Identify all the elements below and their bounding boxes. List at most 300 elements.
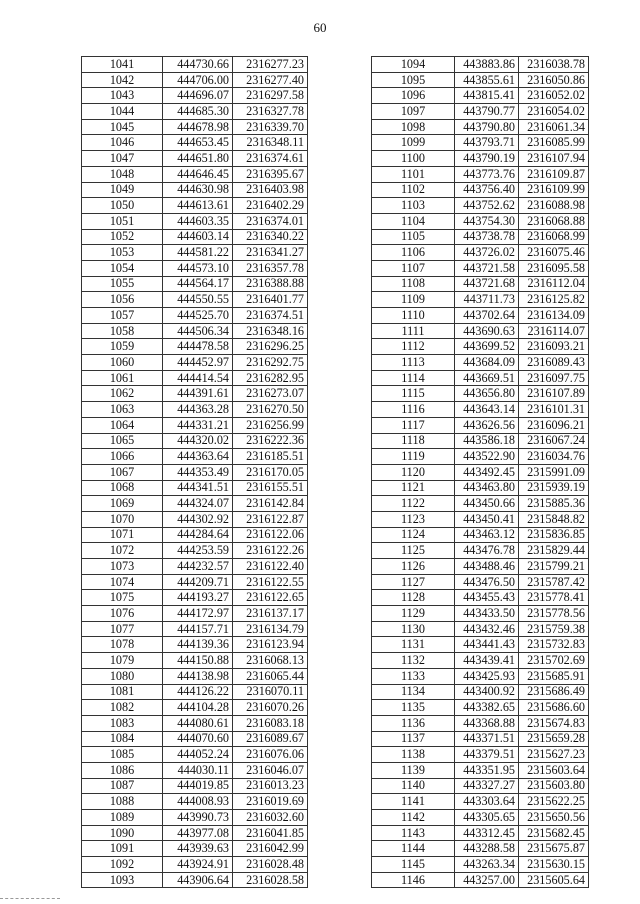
x-coordinate-cell: 443790.77 — [455, 104, 519, 120]
x-coordinate-cell: 444525.70 — [163, 308, 233, 324]
table-row — [82, 449, 308, 465]
x-coordinate-cell: 444581.22 — [163, 245, 233, 261]
point-number-cell: 1117 — [372, 417, 455, 433]
x-coordinate-cell: 443492.45 — [455, 464, 519, 480]
table-row — [82, 417, 308, 433]
point-number-cell: 1052 — [82, 229, 163, 245]
point-number-cell: 1087 — [82, 778, 163, 794]
table-row — [82, 637, 308, 653]
table-row — [82, 668, 308, 684]
point-number-cell: 1101 — [372, 166, 455, 182]
coordinates-table-right — [371, 56, 589, 888]
table-row — [82, 119, 308, 135]
x-coordinate-cell: 443305.65 — [455, 810, 519, 826]
table-row — [372, 527, 589, 543]
y-coordinate-cell: 2316122.06 — [233, 527, 308, 543]
y-coordinate-cell: 2316075.46 — [519, 245, 589, 261]
table-row — [372, 762, 589, 778]
x-coordinate-cell: 444506.34 — [163, 323, 233, 339]
point-number-cell: 1078 — [82, 637, 163, 653]
x-coordinate-cell: 443450.66 — [455, 496, 519, 512]
y-coordinate-cell: 2315603.80 — [519, 778, 589, 794]
y-coordinate-cell: 2316088.98 — [519, 198, 589, 214]
x-coordinate-cell: 444324.07 — [163, 496, 233, 512]
x-coordinate-cell: 444070.60 — [163, 731, 233, 747]
y-coordinate-cell: 2315829.44 — [519, 543, 589, 559]
point-number-cell: 1076 — [82, 606, 163, 622]
y-coordinate-cell: 2316297.58 — [233, 88, 308, 104]
x-coordinate-cell: 444209.71 — [163, 574, 233, 590]
y-coordinate-cell: 2315885.36 — [519, 496, 589, 512]
point-number-cell: 1125 — [372, 543, 455, 559]
table-row — [82, 166, 308, 182]
y-coordinate-cell: 2316114.07 — [519, 323, 589, 339]
point-number-cell: 1059 — [82, 339, 163, 355]
x-coordinate-cell: 443977.08 — [163, 825, 233, 841]
y-coordinate-cell: 2316067.24 — [519, 433, 589, 449]
point-number-cell: 1103 — [372, 198, 455, 214]
table-row — [372, 151, 589, 167]
table-row — [82, 355, 308, 371]
point-number-cell: 1079 — [82, 653, 163, 669]
table-row — [372, 668, 589, 684]
table-row — [372, 857, 589, 873]
y-coordinate-cell: 2315659.28 — [519, 731, 589, 747]
y-coordinate-cell: 2316134.09 — [519, 308, 589, 324]
table-row — [372, 119, 589, 135]
point-number-cell: 1143 — [372, 825, 455, 841]
table-row — [82, 104, 308, 120]
x-coordinate-cell: 444651.80 — [163, 151, 233, 167]
point-number-cell: 1110 — [372, 308, 455, 324]
table-row — [372, 480, 589, 496]
y-coordinate-cell: 2316374.61 — [233, 151, 308, 167]
y-coordinate-cell: 2316256.99 — [233, 417, 308, 433]
table-row — [82, 606, 308, 622]
y-coordinate-cell: 2316065.44 — [233, 668, 308, 684]
x-coordinate-cell: 443721.58 — [455, 260, 519, 276]
y-coordinate-cell: 2316061.34 — [519, 119, 589, 135]
y-coordinate-cell: 2316050.86 — [519, 72, 589, 88]
point-number-cell: 1121 — [372, 480, 455, 496]
coordinates-table-left — [81, 56, 308, 888]
table-row — [372, 276, 589, 292]
y-coordinate-cell: 2315778.56 — [519, 606, 589, 622]
x-coordinate-cell: 444193.27 — [163, 590, 233, 606]
point-number-cell: 1063 — [82, 402, 163, 418]
y-coordinate-cell: 2315650.56 — [519, 810, 589, 826]
x-coordinate-cell: 443441.43 — [455, 637, 519, 653]
y-coordinate-cell: 2316109.87 — [519, 166, 589, 182]
point-number-cell: 1104 — [372, 213, 455, 229]
table-row — [372, 135, 589, 151]
y-coordinate-cell: 2316054.02 — [519, 104, 589, 120]
table-row — [372, 747, 589, 763]
y-coordinate-cell: 2316028.58 — [233, 872, 308, 888]
table-row — [372, 872, 589, 888]
x-coordinate-cell: 444678.98 — [163, 119, 233, 135]
point-number-cell: 1077 — [82, 621, 163, 637]
x-coordinate-cell: 444603.14 — [163, 229, 233, 245]
point-number-cell: 1054 — [82, 260, 163, 276]
x-coordinate-cell: 443690.63 — [455, 323, 519, 339]
point-number-cell: 1116 — [372, 402, 455, 418]
table-row — [82, 794, 308, 810]
table-row — [372, 684, 589, 700]
y-coordinate-cell: 2316109.99 — [519, 182, 589, 198]
table-row — [372, 370, 589, 386]
point-number-cell: 1062 — [82, 386, 163, 402]
table-row — [372, 57, 589, 73]
table-row — [82, 543, 308, 559]
x-coordinate-cell: 443790.80 — [455, 119, 519, 135]
point-number-cell: 1095 — [372, 72, 455, 88]
x-coordinate-cell: 444653.45 — [163, 135, 233, 151]
table-row — [82, 857, 308, 873]
point-number-cell: 1102 — [372, 182, 455, 198]
point-number-cell: 1041 — [82, 57, 163, 73]
point-number-cell: 1124 — [372, 527, 455, 543]
x-coordinate-cell: 443790.19 — [455, 151, 519, 167]
point-number-cell: 1094 — [372, 57, 455, 73]
table-row — [82, 762, 308, 778]
point-number-cell: 1080 — [82, 668, 163, 684]
y-coordinate-cell: 2316401.77 — [233, 292, 308, 308]
table-row — [372, 559, 589, 575]
table-row — [82, 308, 308, 324]
y-coordinate-cell: 2315759.38 — [519, 621, 589, 637]
x-coordinate-cell: 443476.78 — [455, 543, 519, 559]
point-number-cell: 1137 — [372, 731, 455, 747]
x-coordinate-cell: 444353.49 — [163, 464, 233, 480]
point-number-cell: 1136 — [372, 715, 455, 731]
table-row — [372, 402, 589, 418]
x-coordinate-cell: 443793.71 — [455, 135, 519, 151]
point-number-cell: 1060 — [82, 355, 163, 371]
table-row — [372, 810, 589, 826]
table-row — [372, 323, 589, 339]
y-coordinate-cell: 2316052.02 — [519, 88, 589, 104]
x-coordinate-cell: 443433.50 — [455, 606, 519, 622]
y-coordinate-cell: 2316068.88 — [519, 213, 589, 229]
x-coordinate-cell: 443721.68 — [455, 276, 519, 292]
y-coordinate-cell: 2315778.41 — [519, 590, 589, 606]
table-row — [372, 590, 589, 606]
y-coordinate-cell: 2315605.64 — [519, 872, 589, 888]
x-coordinate-cell: 443773.76 — [455, 166, 519, 182]
x-coordinate-cell: 443939.63 — [163, 841, 233, 857]
x-coordinate-cell: 443656.80 — [455, 386, 519, 402]
y-coordinate-cell: 2316270.50 — [233, 402, 308, 418]
table-row — [372, 543, 589, 559]
x-coordinate-cell: 444172.97 — [163, 606, 233, 622]
point-number-cell: 1056 — [82, 292, 163, 308]
point-number-cell: 1072 — [82, 543, 163, 559]
table-row — [82, 57, 308, 73]
x-coordinate-cell: 443327.27 — [455, 778, 519, 794]
point-number-cell: 1061 — [82, 370, 163, 386]
table-row — [372, 700, 589, 716]
y-coordinate-cell: 2316340.22 — [233, 229, 308, 245]
table-row — [82, 72, 308, 88]
y-coordinate-cell: 2316122.55 — [233, 574, 308, 590]
point-number-cell: 1130 — [372, 621, 455, 637]
table-row — [82, 810, 308, 826]
point-number-cell: 1144 — [372, 841, 455, 857]
x-coordinate-cell: 443371.51 — [455, 731, 519, 747]
y-coordinate-cell: 2315991.09 — [519, 464, 589, 480]
point-number-cell: 1113 — [372, 355, 455, 371]
x-coordinate-cell: 444150.88 — [163, 653, 233, 669]
y-coordinate-cell: 2316277.40 — [233, 72, 308, 88]
y-coordinate-cell: 2316222.36 — [233, 433, 308, 449]
y-coordinate-cell: 2316068.13 — [233, 653, 308, 669]
y-coordinate-cell: 2316142.84 — [233, 496, 308, 512]
x-coordinate-cell: 444685.30 — [163, 104, 233, 120]
y-coordinate-cell: 2316170.05 — [233, 464, 308, 480]
y-coordinate-cell: 2316374.51 — [233, 308, 308, 324]
point-number-cell: 1132 — [372, 653, 455, 669]
point-number-cell: 1112 — [372, 339, 455, 355]
x-coordinate-cell: 443924.91 — [163, 857, 233, 873]
x-coordinate-cell: 443855.61 — [455, 72, 519, 88]
table-row — [82, 339, 308, 355]
point-number-cell: 1140 — [372, 778, 455, 794]
point-number-cell: 1067 — [82, 464, 163, 480]
y-coordinate-cell: 2316155.51 — [233, 480, 308, 496]
x-coordinate-cell: 443425.93 — [455, 668, 519, 684]
x-coordinate-cell: 443754.30 — [455, 213, 519, 229]
y-coordinate-cell: 2315622.25 — [519, 794, 589, 810]
point-number-cell: 1074 — [82, 574, 163, 590]
x-coordinate-cell: 444052.24 — [163, 747, 233, 763]
y-coordinate-cell: 2316101.31 — [519, 402, 589, 418]
point-number-cell: 1135 — [372, 700, 455, 716]
x-coordinate-cell: 443906.64 — [163, 872, 233, 888]
x-coordinate-cell: 444550.55 — [163, 292, 233, 308]
point-number-cell: 1090 — [82, 825, 163, 841]
y-coordinate-cell: 2316038.78 — [519, 57, 589, 73]
point-number-cell: 1138 — [372, 747, 455, 763]
y-coordinate-cell: 2315848.82 — [519, 511, 589, 527]
x-coordinate-cell: 443669.51 — [455, 370, 519, 386]
table-row — [82, 229, 308, 245]
point-number-cell: 1071 — [82, 527, 163, 543]
point-number-cell: 1053 — [82, 245, 163, 261]
point-number-cell: 1115 — [372, 386, 455, 402]
point-number-cell: 1047 — [82, 151, 163, 167]
point-number-cell: 1118 — [372, 433, 455, 449]
x-coordinate-cell: 444030.11 — [163, 762, 233, 778]
y-coordinate-cell: 2316013.23 — [233, 778, 308, 794]
y-coordinate-cell: 2316112.04 — [519, 276, 589, 292]
table-row — [82, 590, 308, 606]
y-coordinate-cell: 2316137.17 — [233, 606, 308, 622]
point-number-cell: 1131 — [372, 637, 455, 653]
y-coordinate-cell: 2316085.99 — [519, 135, 589, 151]
table-row — [372, 511, 589, 527]
y-coordinate-cell: 2316122.65 — [233, 590, 308, 606]
x-coordinate-cell: 444080.61 — [163, 715, 233, 731]
table-row — [82, 715, 308, 731]
point-number-cell: 1109 — [372, 292, 455, 308]
x-coordinate-cell: 444104.28 — [163, 700, 233, 716]
y-coordinate-cell: 2316402.29 — [233, 198, 308, 214]
x-coordinate-cell: 443382.65 — [455, 700, 519, 716]
table-row — [82, 653, 308, 669]
table-row — [82, 700, 308, 716]
y-coordinate-cell: 2316083.18 — [233, 715, 308, 731]
point-number-cell: 1129 — [372, 606, 455, 622]
table-row — [82, 559, 308, 575]
table-row — [372, 213, 589, 229]
table-row — [372, 794, 589, 810]
x-coordinate-cell: 444363.64 — [163, 449, 233, 465]
point-number-cell: 1043 — [82, 88, 163, 104]
x-coordinate-cell: 443303.64 — [455, 794, 519, 810]
x-coordinate-cell: 443368.88 — [455, 715, 519, 731]
table-row — [372, 166, 589, 182]
y-coordinate-cell: 2316292.75 — [233, 355, 308, 371]
x-coordinate-cell: 443476.50 — [455, 574, 519, 590]
table-row — [82, 574, 308, 590]
x-coordinate-cell: 444253.59 — [163, 543, 233, 559]
table-row — [82, 198, 308, 214]
table-row — [82, 872, 308, 888]
table-row — [82, 292, 308, 308]
y-coordinate-cell: 2315603.64 — [519, 762, 589, 778]
point-number-cell: 1050 — [82, 198, 163, 214]
point-number-cell: 1057 — [82, 308, 163, 324]
point-number-cell: 1133 — [372, 668, 455, 684]
x-coordinate-cell: 444391.61 — [163, 386, 233, 402]
y-coordinate-cell: 2315675.87 — [519, 841, 589, 857]
point-number-cell: 1092 — [82, 857, 163, 873]
x-coordinate-cell: 443379.51 — [455, 747, 519, 763]
y-coordinate-cell: 2316277.23 — [233, 57, 308, 73]
point-number-cell: 1099 — [372, 135, 455, 151]
x-coordinate-cell: 443883.86 — [455, 57, 519, 73]
table-row — [372, 88, 589, 104]
x-coordinate-cell: 444341.51 — [163, 480, 233, 496]
table-row — [82, 88, 308, 104]
y-coordinate-cell: 2315787.42 — [519, 574, 589, 590]
point-number-cell: 1055 — [82, 276, 163, 292]
x-coordinate-cell: 443815.41 — [455, 88, 519, 104]
table-row — [372, 449, 589, 465]
point-number-cell: 1046 — [82, 135, 163, 151]
x-coordinate-cell: 443263.34 — [455, 857, 519, 873]
y-coordinate-cell: 2315732.83 — [519, 637, 589, 653]
table-row — [82, 480, 308, 496]
y-coordinate-cell: 2315686.60 — [519, 700, 589, 716]
point-number-cell: 1088 — [82, 794, 163, 810]
y-coordinate-cell: 2315674.83 — [519, 715, 589, 731]
y-coordinate-cell: 2316032.60 — [233, 810, 308, 826]
point-number-cell: 1142 — [372, 810, 455, 826]
x-coordinate-cell: 443699.52 — [455, 339, 519, 355]
table-row — [82, 276, 308, 292]
table-row — [82, 135, 308, 151]
point-number-cell: 1114 — [372, 370, 455, 386]
table-row — [372, 355, 589, 371]
table-row — [82, 245, 308, 261]
x-coordinate-cell: 443450.41 — [455, 511, 519, 527]
point-number-cell: 1127 — [372, 574, 455, 590]
table-row — [82, 511, 308, 527]
x-coordinate-cell: 444139.36 — [163, 637, 233, 653]
point-number-cell: 1082 — [82, 700, 163, 716]
x-coordinate-cell: 443738.78 — [455, 229, 519, 245]
point-number-cell: 1058 — [82, 323, 163, 339]
x-coordinate-cell: 443400.92 — [455, 684, 519, 700]
x-coordinate-cell: 444232.57 — [163, 559, 233, 575]
point-number-cell: 1073 — [82, 559, 163, 575]
table-row — [82, 621, 308, 637]
table-row — [82, 825, 308, 841]
y-coordinate-cell: 2315836.85 — [519, 527, 589, 543]
y-coordinate-cell: 2315682.45 — [519, 825, 589, 841]
y-coordinate-cell: 2316093.21 — [519, 339, 589, 355]
x-coordinate-cell: 443684.09 — [455, 355, 519, 371]
table-row — [372, 841, 589, 857]
table-row — [82, 778, 308, 794]
x-coordinate-cell: 444452.97 — [163, 355, 233, 371]
table-row — [82, 464, 308, 480]
y-coordinate-cell: 2316122.26 — [233, 543, 308, 559]
table-row — [82, 747, 308, 763]
table-row — [82, 402, 308, 418]
x-coordinate-cell: 443463.80 — [455, 480, 519, 496]
table-row — [372, 198, 589, 214]
point-number-cell: 1064 — [82, 417, 163, 433]
table-row — [372, 621, 589, 637]
point-number-cell: 1120 — [372, 464, 455, 480]
point-number-cell: 1106 — [372, 245, 455, 261]
table-row — [372, 260, 589, 276]
y-coordinate-cell: 2315627.23 — [519, 747, 589, 763]
point-number-cell: 1091 — [82, 841, 163, 857]
y-coordinate-cell: 2316348.16 — [233, 323, 308, 339]
table-row — [372, 229, 589, 245]
point-number-cell: 1097 — [372, 104, 455, 120]
y-coordinate-cell: 2315799.21 — [519, 559, 589, 575]
y-coordinate-cell: 2316395.67 — [233, 166, 308, 182]
x-coordinate-cell: 444363.28 — [163, 402, 233, 418]
y-coordinate-cell: 2316107.94 — [519, 151, 589, 167]
table-row — [372, 606, 589, 622]
y-coordinate-cell: 2316076.06 — [233, 747, 308, 763]
x-coordinate-cell: 443439.41 — [455, 653, 519, 669]
y-coordinate-cell: 2316041.85 — [233, 825, 308, 841]
table-row — [82, 386, 308, 402]
y-coordinate-cell: 2316046.07 — [233, 762, 308, 778]
y-coordinate-cell: 2316095.58 — [519, 260, 589, 276]
point-number-cell: 1044 — [82, 104, 163, 120]
point-number-cell: 1089 — [82, 810, 163, 826]
point-number-cell: 1083 — [82, 715, 163, 731]
table-row — [82, 496, 308, 512]
table-row — [372, 825, 589, 841]
point-number-cell: 1075 — [82, 590, 163, 606]
point-number-cell: 1093 — [82, 872, 163, 888]
table-row — [372, 182, 589, 198]
y-coordinate-cell: 2316107.89 — [519, 386, 589, 402]
y-coordinate-cell: 2315630.15 — [519, 857, 589, 873]
table-row — [82, 370, 308, 386]
x-coordinate-cell: 443990.73 — [163, 810, 233, 826]
x-coordinate-cell: 444573.10 — [163, 260, 233, 276]
